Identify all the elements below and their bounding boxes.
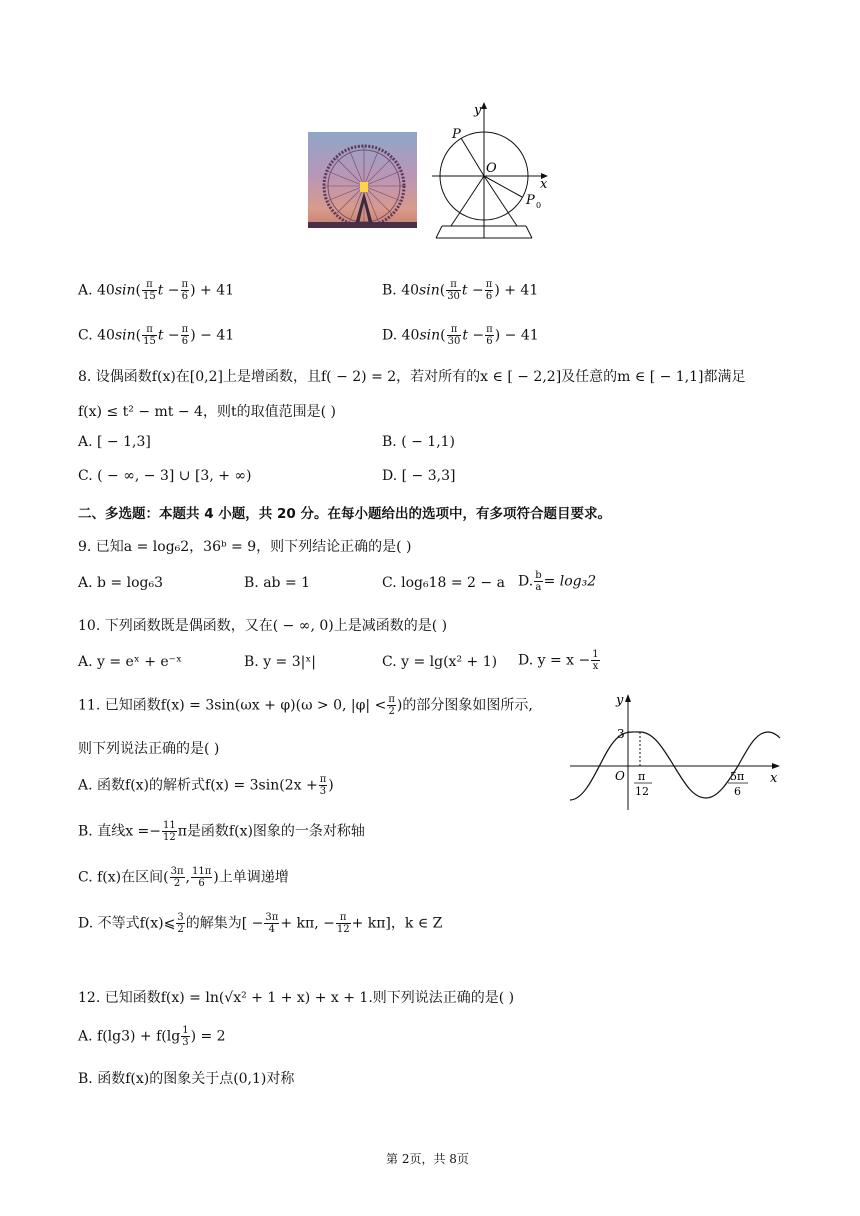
- q12-stem: 12. 已知函数f(x) = ln(√x² + 1 + x) + x + 1.则下列说法正确的是( ): [78, 990, 515, 1006]
- graph-tick-pi12-num: π: [638, 770, 646, 783]
- diagram-P0-sub: 0: [536, 201, 542, 210]
- diagram-O-label: O: [486, 161, 497, 176]
- graph-origin-label: O: [615, 769, 625, 783]
- q11-option-C: C. f(x)在区间( $\frac{3\pi}{2}$ , $\frac{11\pi}{6}$ )上单调递增: [78, 866, 289, 889]
- page-footer: 第 2页，共 8页: [386, 1152, 469, 1166]
- diagram-y-label: y: [474, 103, 482, 118]
- q11-stem: 11. 已知函数f(x) = 3sin(ωx + φ)(ω > 0, |φ| < $\frac{\pi}{2}$ )的部分图象如图所示,: [78, 694, 533, 717]
- q7-option-B: B. 40sin( $\frac{\pi}{30}$ t − $\frac{\pi}{6}$ ) + 41: [382, 279, 539, 302]
- q11-stem-line2: 则下列说法正确的是( ): [78, 741, 220, 757]
- q9-option-A: A. b = log₆3: [78, 575, 163, 591]
- q10-option-B: B. y = 3|ˣ|: [244, 654, 317, 670]
- q10-option-C: C. y = lg(x² + 1): [382, 654, 498, 670]
- q12-option-B: B. 函数f(x)的图象关于点(0,1)对称: [78, 1071, 295, 1087]
- graph-tick-pi12-den: 12: [635, 785, 649, 798]
- q10-stem: 10. 下列函数既是偶函数，又在( − ∞, 0)上是减函数的是( ): [78, 618, 448, 634]
- graph-x-label: x: [770, 771, 778, 786]
- q9-stem: 9. 已知a = log₆2，36ᵇ = 9，则下列结论正确的是( ): [78, 539, 412, 555]
- q8-option-A: A. [ − 1,3]: [78, 434, 151, 450]
- q8-stem-line2: f(x) ≤ t² − mt − 4，则t的取值范围是( ): [78, 404, 336, 420]
- q8-option-C: C. ( − ∞, − 3] ∪ [3, + ∞): [78, 468, 252, 484]
- q8-option-B: B. ( − 1,1): [382, 434, 456, 450]
- q11-sine-graph: [568, 690, 784, 814]
- diagram-P0-label: P: [526, 193, 535, 208]
- section-heading-multi-choice: 二、多选题：本题共 4 小题，共 20 分。在每小题给出的选项中，有多项符合题目要求。: [78, 506, 612, 522]
- q9-option-B: B. ab = 1: [244, 575, 311, 591]
- q11-option-D: D. 不等式f(x)⩽ $\frac{3}{2}$ 的解集为[ − $\frac{3\pi}{4}$ + kπ, − $\frac{\pi}{12}$ + kπ]，k ∈ Z: [78, 912, 443, 935]
- q11-option-A: A. 函数f(x)的解析式f(x) = 3sin(2x + $\frac{\pi}{3}$ ): [78, 774, 334, 797]
- q8-option-D: D. [ − 3,3]: [382, 468, 456, 484]
- q10-option-A: A. y = eˣ + e⁻ˣ: [78, 654, 183, 670]
- diagram-P-label: P: [452, 127, 461, 142]
- q7-option-A: A. 40sin( $\frac{\pi}{15}$ t − $\frac{\pi}{6}$ ) + 41: [78, 279, 235, 302]
- graph-three-label: 3: [617, 727, 625, 741]
- graph-tick-5pi6-num: 5π: [730, 770, 745, 783]
- q8-stem-line1: 8. 设偶函数f(x)在[0,2]上是增函数，且f( − 2) = 2，若对所有的x ∈ [ − 2,2]及任意的m ∈ [ − 1,1]都满足: [78, 369, 746, 385]
- q12-option-A: A. f(lg3) + f(lg $\frac{1}{3}$ ) = 2: [78, 1025, 226, 1048]
- q9-option-D: D. $\frac{b}{a}$ = log₃2: [518, 570, 597, 593]
- graph-y-label: y: [616, 693, 624, 708]
- q9-option-C: C. log₆18 = 2 − a: [382, 575, 505, 591]
- diagram-x-label: x: [540, 177, 548, 192]
- q7-option-C: C. 40sin( $\frac{\pi}{15}$ t − $\frac{\pi}{6}$ ) − 41: [78, 324, 235, 347]
- q7-option-D: D. 40sin( $\frac{\pi}{30}$ t − $\frac{\pi}{6}$ ) − 41: [382, 324, 539, 347]
- graph-tick-5pi6-den: 6: [734, 785, 741, 798]
- wheel-diagram: [428, 98, 558, 240]
- q10-option-D: D. y = x − $\frac{1}{x}$: [518, 649, 599, 672]
- q11-option-B: B. 直线x =− $\frac{11}{12}$ π是函数f(x)图象的一条对称轴: [78, 820, 365, 843]
- ferris-wheel-photo: [308, 132, 417, 228]
